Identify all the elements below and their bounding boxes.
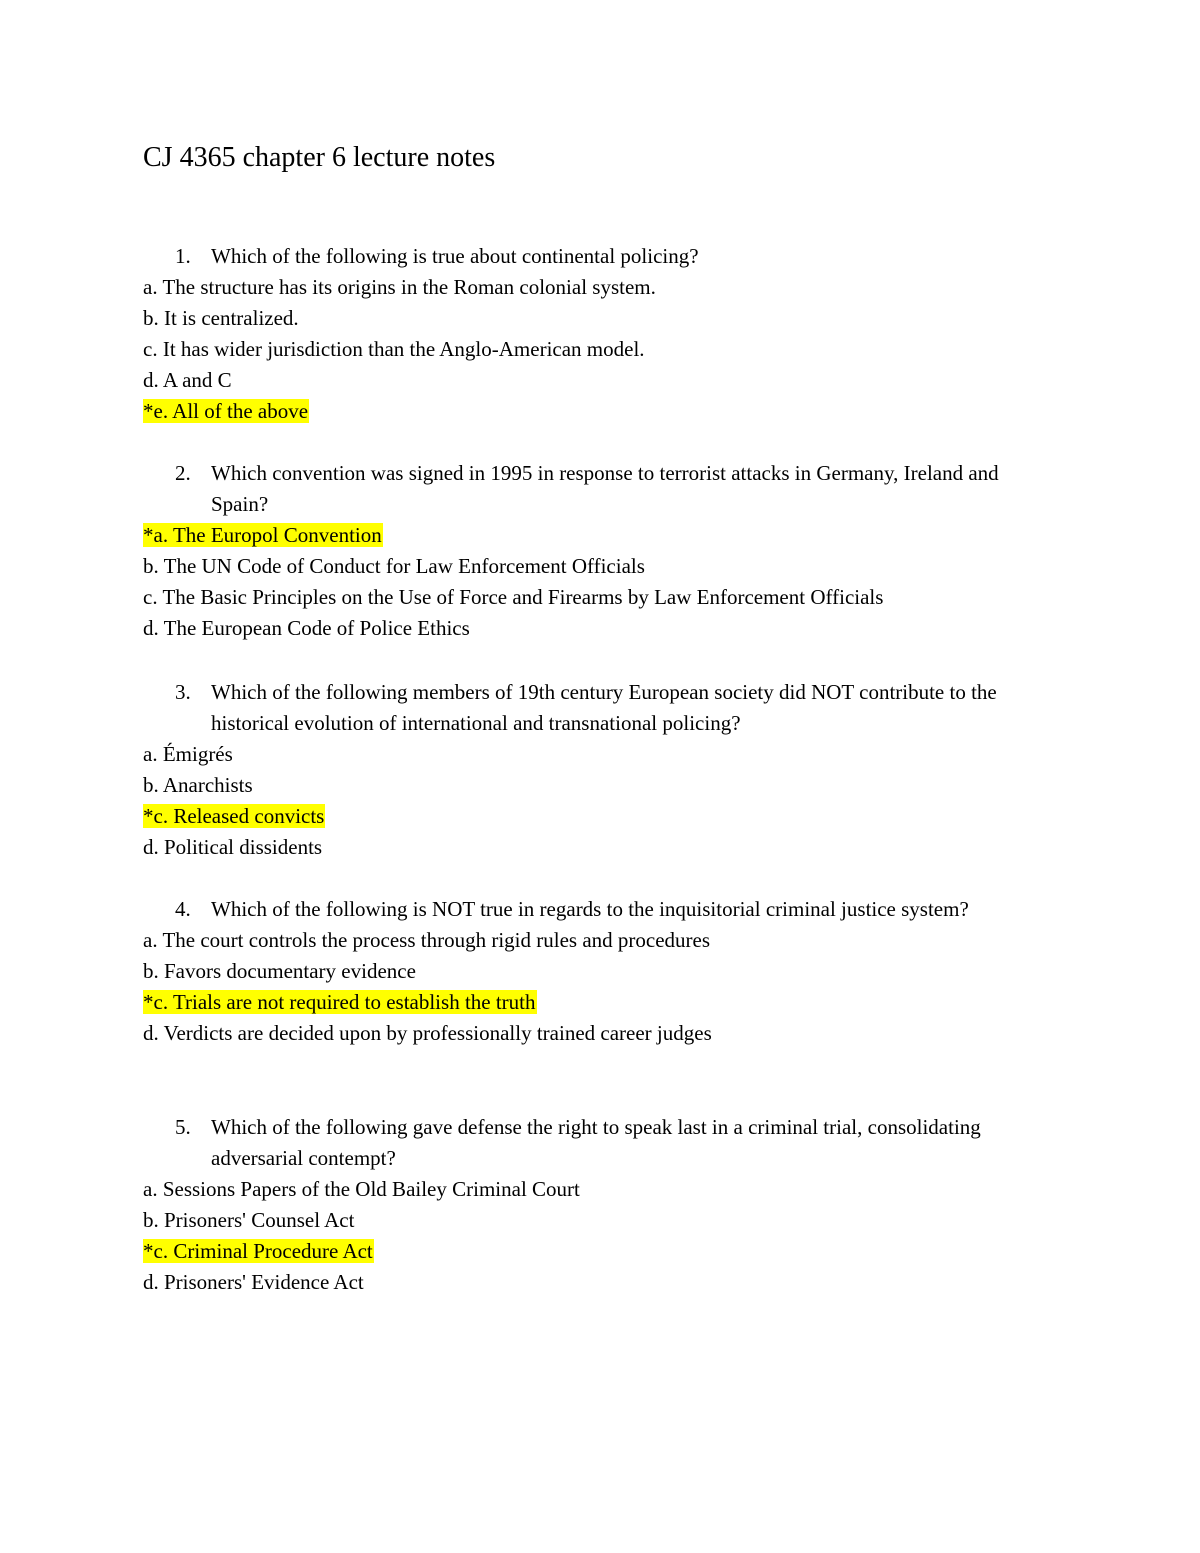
highlighted-answer-text: *a. The Europol Convention: [143, 523, 382, 547]
answer-option-text: b. Prisoners' Counsel Act: [143, 1208, 355, 1232]
question-text: Which of the following members of 19th century European society did NOT contribute to the historical evolution of international and transnational policing?: [211, 680, 997, 735]
answer-option-text: c. It has wider jurisdiction than the Anglo-American model.: [143, 337, 645, 361]
correct-answer-option: [143, 801, 1083, 832]
question-number: 3.: [175, 680, 191, 704]
answer-option: [143, 1174, 1083, 1205]
answer-option-text: d. Prisoners' Evidence Act: [143, 1270, 364, 1294]
question-number: 5.: [175, 1115, 191, 1139]
answer-option: [143, 272, 1083, 303]
answer-option-text: d. The European Code of Police Ethics: [143, 616, 470, 640]
question-text: Which of the following is NOT true in regards to the inquisitorial criminal justice system?: [211, 897, 969, 921]
answer-option-text: d. A and C: [143, 368, 232, 392]
question-1: [143, 241, 1061, 272]
highlighted-answer-text: *c. Criminal Procedure Act: [143, 1239, 373, 1263]
question-number: 1.: [175, 244, 191, 268]
answer-option-text: b. It is centralized.: [143, 306, 299, 330]
correct-answer-option: [143, 987, 1083, 1018]
answer-option-text: b. Anarchists: [143, 773, 253, 797]
answer-option: [143, 613, 1083, 644]
answer-option: [143, 334, 1083, 365]
answer-option: [143, 832, 1083, 863]
question-number: 4.: [175, 897, 191, 921]
answer-option: [143, 770, 1083, 801]
answer-option: [143, 956, 1083, 987]
question-text: Which convention was signed in 1995 in response to terrorist attacks in Germany, Ireland and Spain?: [211, 461, 999, 516]
answer-option-text: b. Favors documentary evidence: [143, 959, 416, 983]
answer-option-text: a. The structure has its origins in the Roman colonial system.: [143, 275, 656, 299]
answer-option: [143, 1267, 1083, 1298]
answer-option-text: a. The court controls the process through rigid rules and procedures: [143, 928, 711, 952]
question-block-5: [143, 1112, 1083, 1298]
answer-option-text: d. Verdicts are decided upon by professionally trained career judges: [143, 1021, 712, 1045]
document-title: CJ 4365 chapter 6 lecture notes: [143, 142, 496, 173]
correct-answer-option: [143, 520, 1083, 551]
answer-option-text: b. The UN Code of Conduct for Law Enforcement Officials: [143, 554, 645, 578]
question-5: [143, 1112, 1061, 1174]
answer-option: [143, 925, 1083, 956]
answer-option: [143, 365, 1083, 396]
question-4: [143, 894, 1061, 925]
answer-option: [143, 1205, 1083, 1236]
answer-option: [143, 551, 1083, 582]
answer-option: [143, 582, 1083, 613]
question-block-1: [143, 241, 1083, 427]
correct-answer-option: [143, 396, 1083, 427]
answer-option-text: a. Émigrés: [143, 742, 233, 766]
correct-answer-option: [143, 1236, 1083, 1267]
answer-option: [143, 303, 1083, 334]
highlighted-answer-text: *e. All of the above: [143, 399, 309, 423]
highlighted-answer-text: *c. Trials are not required to establish the truth: [143, 990, 536, 1014]
answer-option-text: d. Political dissidents: [143, 835, 323, 859]
answer-option-text: c. The Basic Principles on the Use of Force and Firearms by Law Enforcement Officials: [143, 585, 884, 609]
question-block-4: [143, 894, 1083, 1049]
question-3: [143, 677, 1061, 739]
question-number: 2.: [175, 461, 191, 485]
highlighted-answer-text: *c. Released convicts: [143, 804, 325, 828]
question-text: Which of the following is true about continental policing?: [211, 244, 699, 268]
answer-option-text: a. Sessions Papers of the Old Bailey Criminal Court: [143, 1177, 580, 1201]
question-block-3: [143, 677, 1083, 863]
question-block-2: [143, 458, 1083, 644]
answer-option: [143, 739, 1083, 770]
answer-option: [143, 1018, 1083, 1049]
question-2: [143, 458, 1061, 520]
question-text: Which of the following gave defense the right to speak last in a criminal trial, consolidating adversarial contempt?: [211, 1115, 981, 1170]
